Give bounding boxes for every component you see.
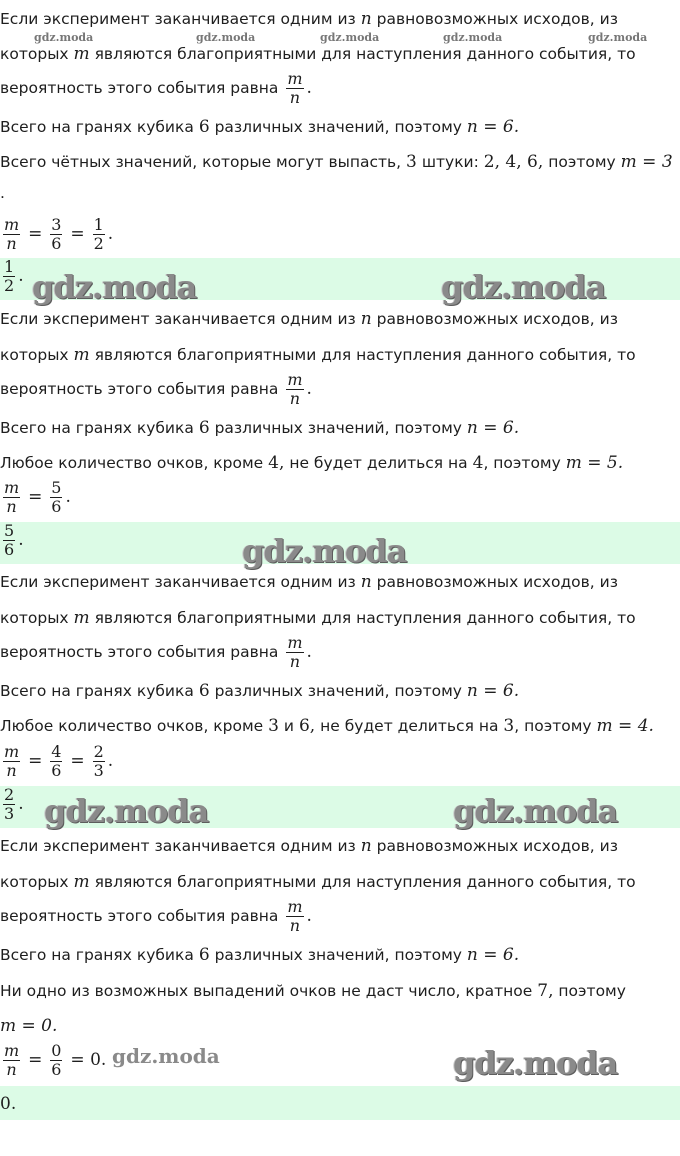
answer-value: $\frac{1}{2}$ . [4, 257, 24, 295]
sides-line: Всего на гранях кубика 6 различных значений, поэтому n = 6. [0, 681, 520, 701]
watermark-large: gdz.moda [453, 1044, 618, 1082]
sol1-equation: $\frac{m}{n}$ = $\frac{3}{6}$ = $\frac{1}{2}$ . [4, 215, 114, 253]
watermark-large: gdz.moda [242, 532, 407, 570]
sol4-m-value: m = 0. [0, 1016, 58, 1036]
intro-line-2: которых m являются благоприятными для наступления данного события, то [0, 345, 636, 365]
sides-line: Всего на гранях кубика 6 различных значений, поэтому n = 6. [0, 117, 520, 137]
sol4-equation: $\frac{m}{n}$ = $\frac{0}{6}$ = 0. [4, 1041, 107, 1079]
sides-line: Всего на гранях кубика 6 различных значений, поэтому n = 6. [0, 945, 520, 965]
watermark-medium: gdz.moda [112, 1044, 220, 1068]
watermark-large: gdz.moda [44, 792, 209, 830]
intro-line-1: Если эксперимент заканчивается одним из n равновозможных исходов, из [0, 309, 618, 329]
intro-line-3: вероятность этого события равна $\frac{m}{n}$ . [0, 370, 312, 408]
watermark-small: gdz.moda [34, 31, 94, 44]
intro-line-1: Если эксперимент заканчивается одним из n равновозможных исходов, из [0, 836, 618, 856]
intro-line-2: которых m являются благоприятными для наступления данного события, то [0, 44, 636, 64]
sol1-trailing-dot: . [0, 184, 5, 202]
intro-line-3: вероятность этого события равна $\frac{m}{n}$ . [0, 897, 312, 935]
sol4-condition-line: Ни одно из возможных выпадений очков не даст число, кратное 7, поэтому [0, 981, 626, 1001]
watermark-small: gdz.moda [588, 31, 648, 44]
intro-line-1: Если эксперимент заканчивается одним из n равновозможных исходов, из [0, 572, 618, 592]
answer-box [0, 1086, 680, 1120]
watermark-small: gdz.moda [196, 31, 256, 44]
watermark-large: gdz.moda [32, 268, 197, 306]
sol2-equation: $\frac{m}{n}$ = $\frac{5}{6}$ . [4, 478, 71, 516]
sol1-even-line: Всего чётных значений, которые могут выпасть, 3 штуки: 2, 4, 6, поэтому m = 3 [0, 152, 673, 172]
intro-line-3: вероятность этого события равна $\frac{m}{n}$ . [0, 69, 312, 107]
answer-value: 0. [0, 1094, 17, 1114]
intro-line-2: которых m являются благоприятными для наступления данного события, то [0, 608, 636, 628]
watermark-small: gdz.moda [443, 31, 503, 44]
fraction-m-over-n: $\frac{m}{n}$ [287, 69, 303, 107]
intro-line-2: которых m являются благоприятными для наступления данного события, то [0, 872, 636, 892]
intro-line-3: вероятность этого события равна $\frac{m}{n}$ . [0, 633, 312, 671]
answer-value: $\frac{2}{3}$ . [4, 785, 24, 823]
watermark-small: gdz.moda [320, 31, 380, 44]
sol3-equation: $\frac{m}{n}$ = $\frac{4}{6}$ = $\frac{2}{3}$ . [4, 742, 114, 780]
intro-line-1: Если эксперимент заканчивается одним из n равновозможных исходов, из [0, 9, 618, 29]
sol2-condition-line: Любое количество очков, кроме 4, не будет делиться на 4, поэтому m = 5. [0, 453, 624, 473]
watermark-large: gdz.moda [441, 268, 606, 306]
sol3-condition-line: Любое количество очков, кроме 3 и 6, не будет делиться на 3, поэтому m = 4. [0, 716, 654, 736]
sides-line: Всего на гранях кубика 6 различных значений, поэтому n = 6. [0, 418, 520, 438]
watermark-large: gdz.moda [453, 792, 618, 830]
answer-value: $\frac{5}{6}$ . [4, 521, 24, 559]
